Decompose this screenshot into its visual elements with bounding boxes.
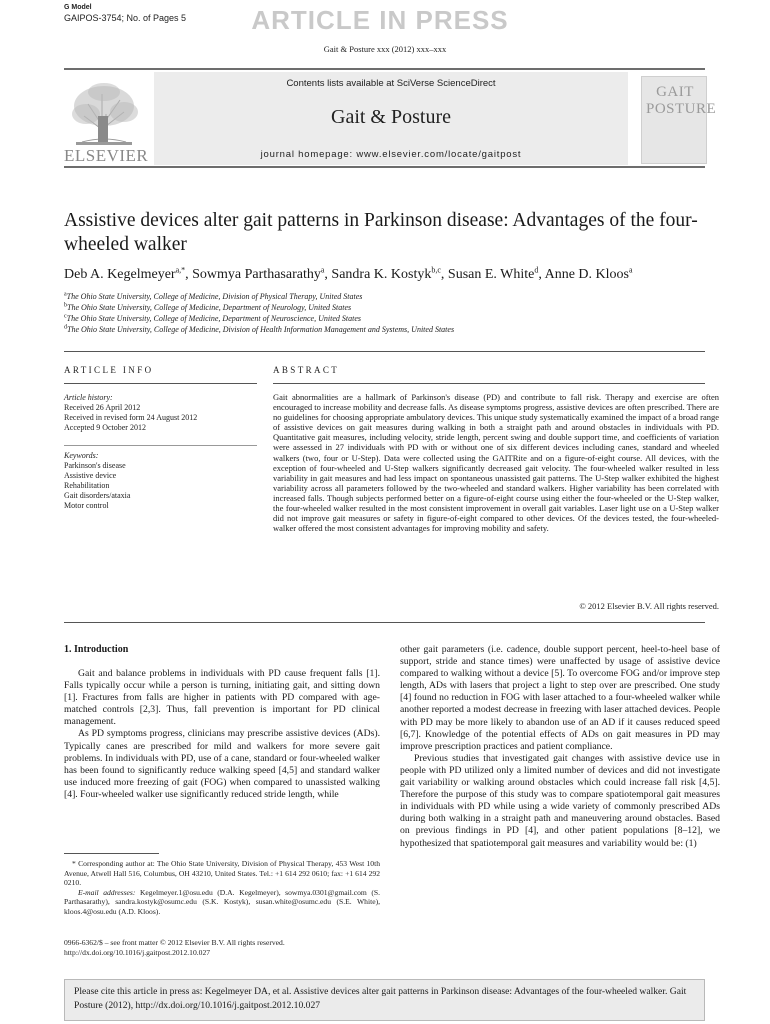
author-separator: , [185, 267, 193, 282]
affiliation-text: The Ohio State University, College of Medicine, Department of Neuroscience, United States [66, 314, 361, 323]
body-paragraph: As PD symptoms progress, clinicians may prescribe assistive devices (ADs). Typically canes are prescribed for mild and walkers for more severe gait problems. In individuals with PD, use of a cane, standard or four-wheeled walker has been found to significantly reduce walking speed [4,5] and standard walker use induced more freezing of gait (FOG) when compared to unassisted walking [4]. Four-wheeled walker use significantly reduced stride length, while [64, 728, 380, 800]
affiliation-item [64, 291, 724, 302]
footnote-rule [64, 853, 159, 854]
journal-name: Gait & Posture [331, 106, 451, 128]
history-accepted: Accepted 9 October 2012 [64, 423, 146, 432]
header-top-rule [64, 68, 705, 70]
author-separator: , [440, 267, 448, 282]
keywords-heading: Keywords: [64, 451, 99, 460]
author-affiliation-sup: a [320, 265, 325, 275]
author-affiliation-sup: d [534, 265, 539, 275]
affiliation-item [64, 302, 724, 313]
abstract-text: Gait abnormalities are a hallmark of Parkinson's disease (PD) and contribute to fall risk. Therapy and exercise are often encouraged to increase mobility and decrease falls. As disease symptoms progress, assistive devices are often prescribed. There are no guidelines for choosing appropriate ambulatory devices. This unique study systematically examined the impact of a broad range of assistive devices on gait measures during walking in both a straight path and around obstacles in individuals with PD. Quantitative gait measures, including velocity, stride length, percent swing and double support time, and coefficients of variation were assessed in 27 individuals with PD with or without one of six different devices including canes, standard and wheeled walkers (two, four or U-Step). Data were collected using the GAITRite and on a figure-of-eight course. All devices, with the exception of four-wheeled and U-Step walkers significantly decreased gait velocity. The four-wheeled walker resulted in less variability in gait measures and had less impact on spontaneous unassisted gait patterns. The U-Step walker exhibited the highest variability across all parameters followed by the two-wheeled and standard walkers. Higher variability has been correlated with increased falls. Though subjects performed better on a figure-of-eight course using either the four-wheeled or the U-Step walker, the four-wheeled walker resulted in the most consistent improvement in overall gait variables. Laser light use on a U-Step walker did not improve gait measures or safety in figure-of-eight compared to other devices. Of the devices tested, the four-wheeled-walker offered the most consistent advantages for improving mobility and safety. [273, 392, 719, 534]
article-in-press-banner: ARTICLE IN PRESS [251, 5, 509, 35]
info-top-rule [64, 351, 705, 352]
corresponding-author-footnote [64, 859, 380, 917]
history-heading: Article history: [64, 393, 113, 402]
issn-line: 0966-6362/$ – see front matter © 2012 Elsevier B.V. All rights reserved. [64, 938, 285, 947]
info-sub-rule [64, 383, 257, 384]
affiliation-sup: b [64, 302, 67, 309]
abstract-end-rule [64, 622, 705, 623]
article-info-label: ARTICLE INFO [64, 365, 154, 375]
keywords-block [64, 451, 257, 511]
abstract-sub-rule [273, 383, 705, 384]
author-name[interactable]: Sowmya Parthasarathy [192, 267, 321, 282]
author-separator: , [538, 267, 545, 282]
email-addresses[interactable]: Kegelmeyer.1@osu.edu (D.A. Kegelmeyer), sowmya.0301@gmail.com (S. Parthasarathy), sandra.kostyk@osumc.edu (S.K. Kostyk), susan.white@osumc.edu (S.E. White), kloos.4@osu.edu (A.D. Kloos). [64, 887, 381, 916]
cite-notice-text: Please cite this article in press as: Kegelmeyer DA, et al. Assistive devices alter gait patterns in Parkinson disease: Advantages of the four-wheeled walker. Gait Posture (2012), http://dx.doi.org/10.1016/j.gaitpost.2012.10.027 [74, 986, 687, 1011]
keywords-rule [64, 445, 257, 446]
email-label: E-mail addresses: [78, 887, 136, 897]
header-bottom-rule [64, 166, 705, 168]
keyword-item: Rehabilitation [64, 481, 110, 490]
affiliation-sup: c [64, 313, 67, 320]
body-paragraph: other gait parameters (i.e. cadence, double support percent, heel-to-heel base of support, stride and stance times) were unaffected by usage of assistive device compared to walking without a device [5]. To overcome FOG and/or improve step length, ADs with lasers that project a light to step over are prescribed. One study [4] found no reduction in FOG with laser attached to a four-wheeled walker while another reported a modest decrease in freezing with laser attached devices. People with PD may be more likely to abandon use of an AD if it causes reduced speed [6,7]. Knowledge of the potential effects of ADs on gait measures in PD may improve prescription practices and patient compliance. [400, 644, 720, 752]
affiliation-text: The Ohio State University, College of Medicine, Department of Neurology, United States [67, 303, 352, 312]
history-revised: Received in revised form 24 August 2012 [64, 413, 198, 422]
author-name[interactable]: Sandra K. Kostyk [331, 267, 432, 282]
affiliation-list [64, 291, 724, 335]
author-separator: , [324, 267, 332, 282]
affiliation-sup: d [64, 324, 67, 331]
cover-title-line2: POSTURE [646, 101, 717, 117]
keyword-item: Assistive device [64, 471, 117, 480]
cover-title-line1: GAIT [656, 84, 694, 100]
article-code: GAIPOS-3754; No. of Pages 5 [64, 13, 187, 23]
abstract-label: ABSTRACT [273, 365, 340, 375]
publisher-wordmark: ELSEVIER [64, 146, 149, 165]
author-affiliation-sup: b,c [431, 265, 441, 275]
author-affiliation-sup: a,* [175, 265, 186, 275]
affiliation-item [64, 313, 724, 324]
keyword-item: Motor control [64, 501, 109, 510]
affiliation-item [64, 324, 724, 335]
author-affiliation-sup: a [629, 265, 633, 275]
keyword-item: Parkinson's disease [64, 461, 126, 470]
affiliation-text: The Ohio State University, College of Medicine, Division of Physical Therapy, United States [66, 292, 363, 301]
journal-citation-line: Gait & Posture xxx (2012) xxx–xxx [323, 44, 447, 54]
model-tag: G Model [64, 4, 92, 11]
journal-homepage-link[interactable]: journal homepage: www.elsevier.com/locate/gaitpost [260, 149, 522, 160]
affiliation-sup: a [64, 291, 67, 298]
body-column-left [64, 668, 380, 801]
doi-link[interactable]: http://dx.doi.org/10.1016/j.gaitpost.2012.10.027 [64, 948, 211, 957]
body-column-right [400, 644, 720, 850]
issn-block [64, 938, 380, 958]
article-history [64, 393, 257, 433]
press-code [64, 4, 186, 24]
history-received: Received 26 April 2012 [64, 403, 141, 412]
article-title: Assistive devices alter gait patterns in Parkinson disease: Advantages of the four-wheeled walker [64, 210, 698, 255]
keyword-item: Gait disorders/ataxia [64, 491, 131, 500]
footnote-emails-line [64, 888, 380, 917]
abstract-copyright: © 2012 Elsevier B.V. All rights reserved. [579, 601, 719, 611]
author-name[interactable]: Anne D. Kloos [544, 267, 629, 282]
body-paragraph: Gait and balance problems in individuals with PD cause frequent falls [1]. Falls typically occur while a person is turning, initiating gait, and sitting down [1]. Fractures from falls are higher in patients with PD compared with age-matched controls [2,3]. Thus, fall prevention is important for PD clinical management. [64, 668, 380, 728]
body-paragraph: Previous studies that investigated gait changes with assistive device use in people with PD utilized only a limited number of devices and did not investigate gait variability or walking around obstacles which could increase fall risk [4,5]. Therefore the purpose of this study was to compare spatiotemporal gait measures in individuals with PD while using a wide variety of commonly prescribed ADs during both walking in a straight path and maneuvering around obstacles. Based on previous findings in PD [4], and other patient populations [8–12], we hypothesized that spatiotemporal gait measures and variability would be: (1) [400, 752, 720, 849]
author-name[interactable]: Susan E. White [447, 267, 535, 282]
cover-title [646, 84, 717, 118]
author-list [64, 266, 724, 284]
footnote-corresponding: * Corresponding author at: The Ohio State University, Division of Physical Therapy, 453 West 10th Avenue, Atwell Hall 516, Columbus, OH 43210, United States. Tel.: +1 614 292 0610; fax: +1 614 292 0210. [64, 859, 380, 888]
author-name[interactable]: Deb A. Kegelmeyer [64, 267, 176, 282]
sciverse-notice: Contents lists available at SciVerse ScienceDirect [286, 78, 496, 89]
affiliation-text: The Ohio State University, College of Medicine, Division of Health Information Management and Systems, United States [67, 325, 455, 334]
section-heading: 1. Introduction [64, 644, 129, 655]
